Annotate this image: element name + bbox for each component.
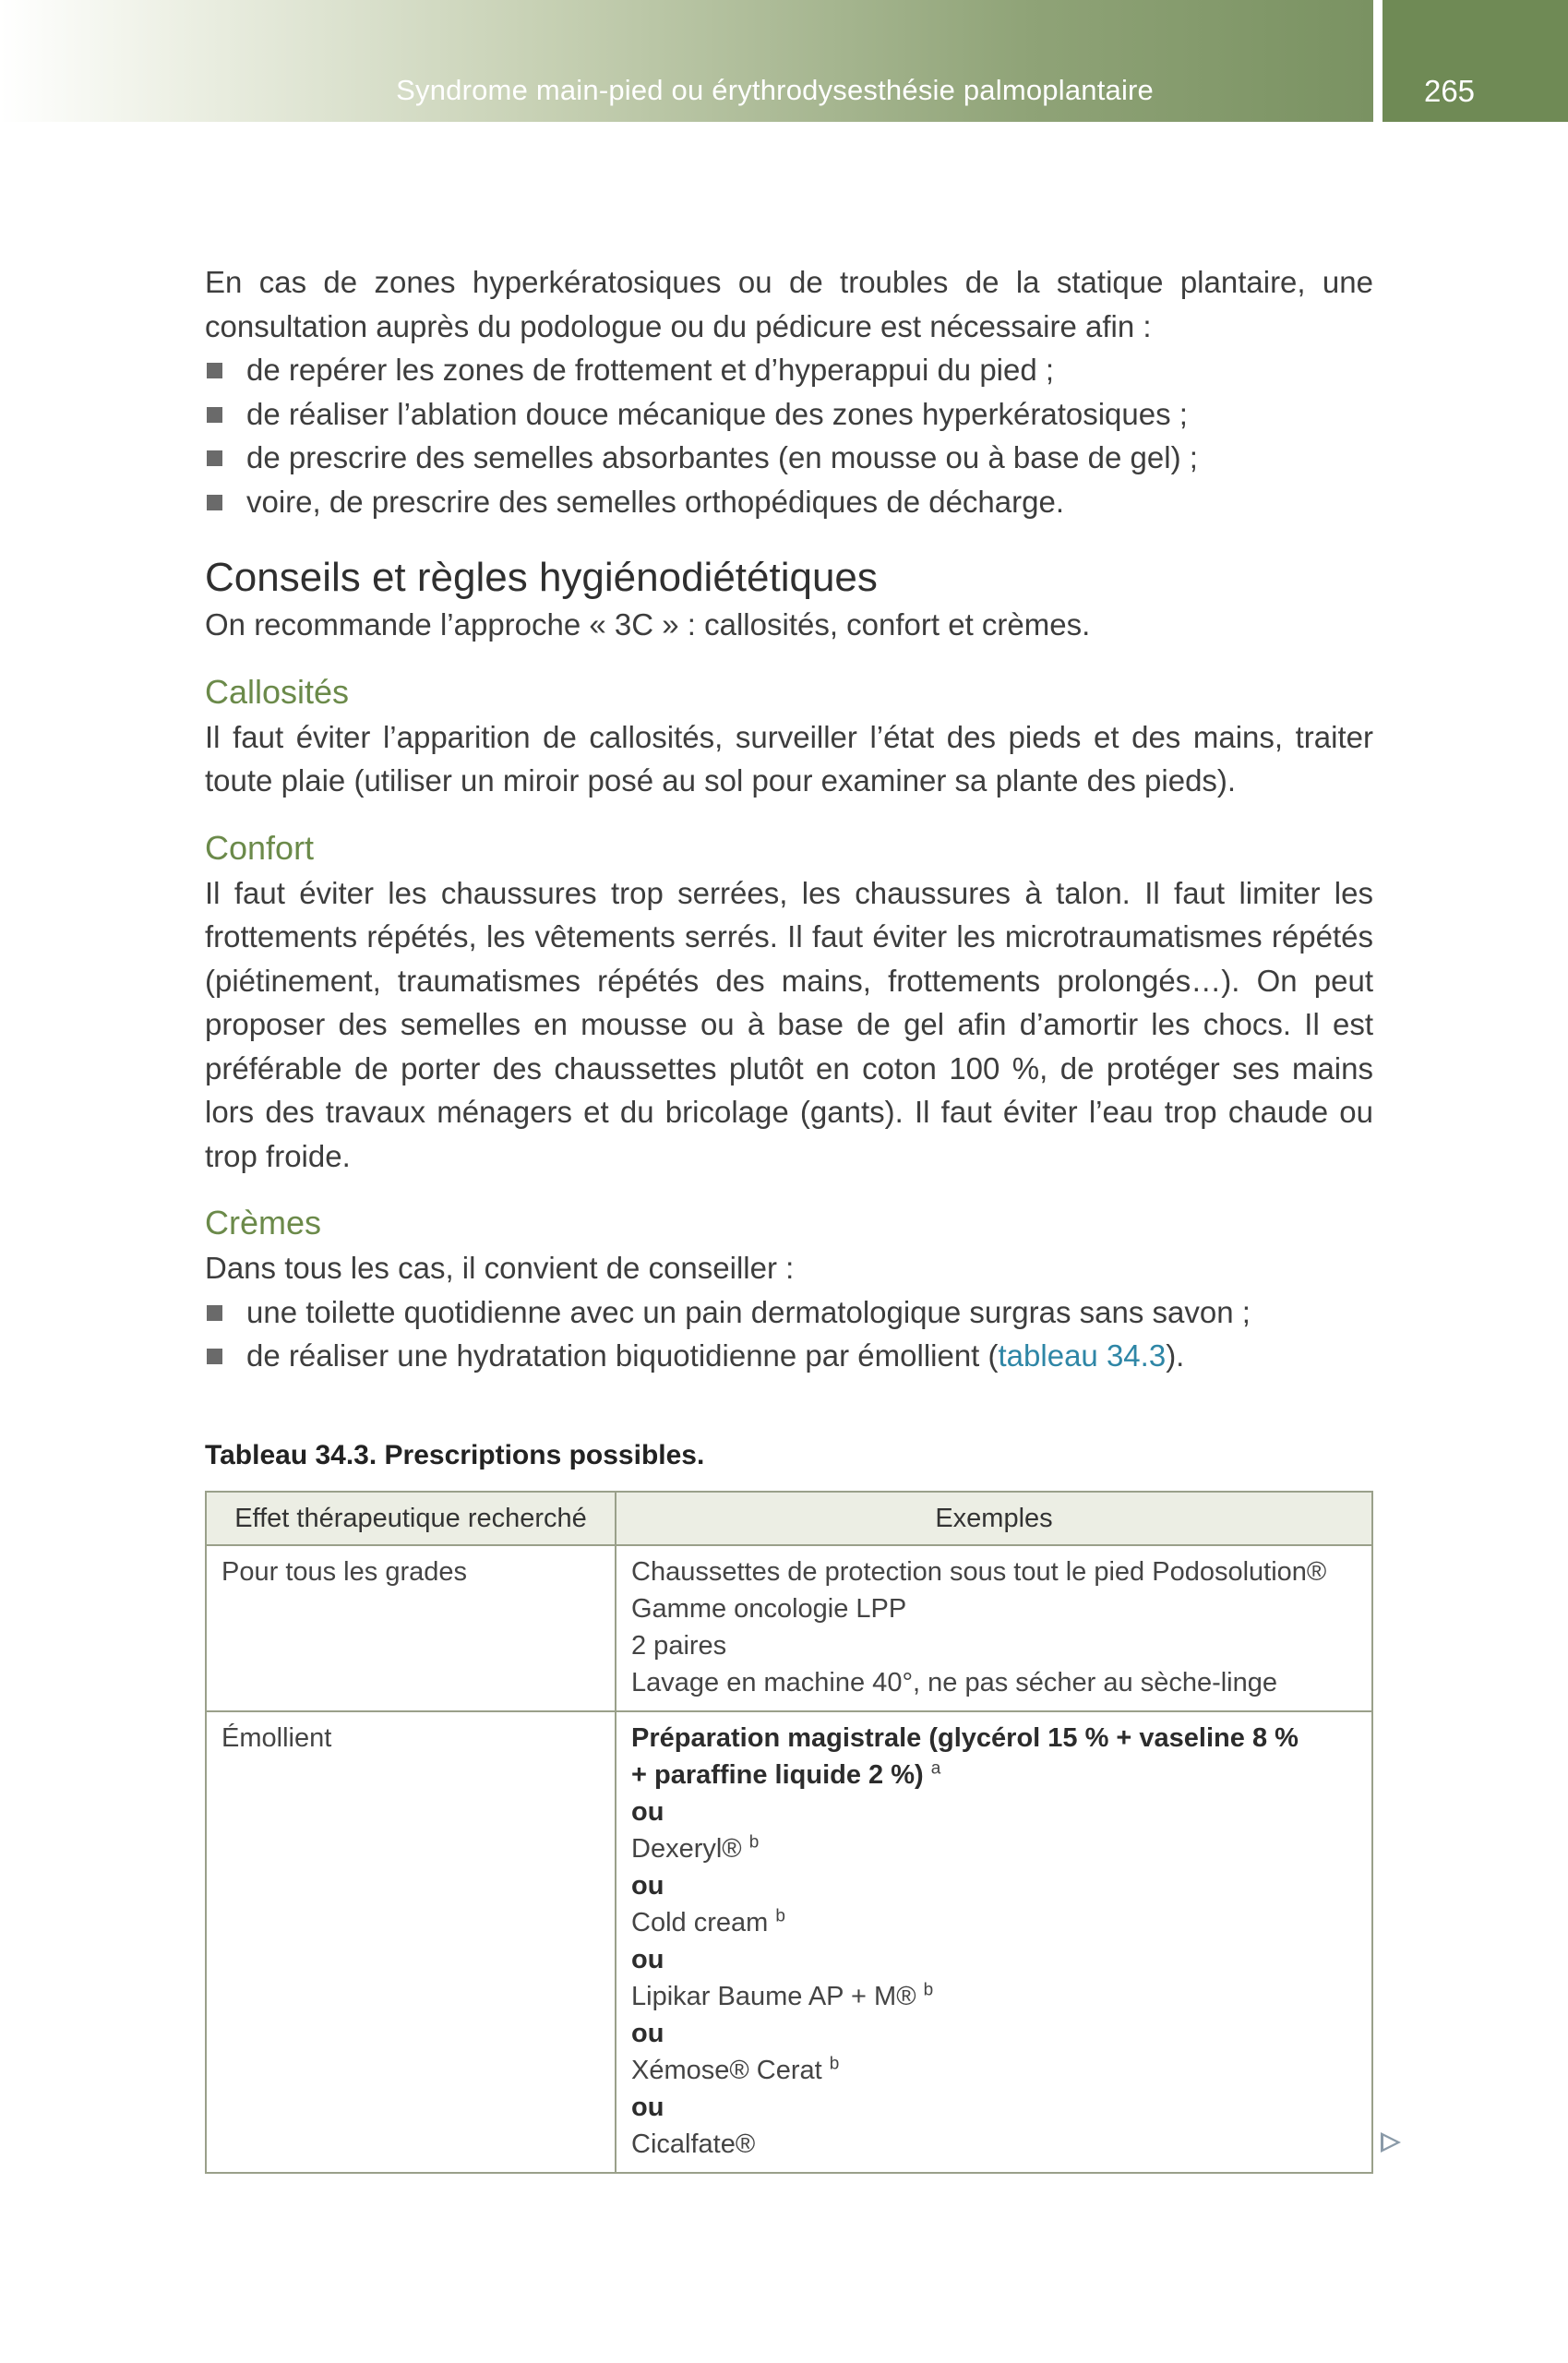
column-header-examples: Exemples: [616, 1492, 1372, 1545]
subsection-heading-cremes: Crèmes: [205, 1204, 322, 1241]
list-item: voire, de prescrire des semelles orthopédiques de décharge.: [205, 480, 1373, 524]
page-number: 265: [1423, 74, 1476, 108]
table-row: [206, 1545, 1372, 1711]
or-separator: ou: [631, 1796, 664, 1827]
magistral-preparation-line: + paraffine liquide 2 %) $^a$: [631, 1757, 941, 1790]
page-body: [205, 260, 1373, 2174]
footnote-marker: b: [829, 2053, 840, 2073]
table-row: [206, 1711, 1372, 2173]
footnote-marker: b: [775, 1905, 785, 1925]
page-number-box: [1382, 0, 1568, 122]
example-line: Gamme oncologie LPP: [631, 1593, 907, 1624]
magistral-preparation-line: Préparation magistrale (glycérol 15 % + vaseline 8 %: [631, 1722, 1299, 1753]
list-item: de prescrire des semelles absorbantes (en mousse ou à base de gel) ;: [205, 436, 1373, 480]
prescriptions-table: [205, 1491, 1373, 2174]
callosites-paragraph: Il faut éviter l’apparition de callosités, surveiller l’état des pieds et des mains, traiter toute plaie (utiliser un miroir posé au sol pour examiner sa plante des pieds).: [205, 719, 1373, 798]
table-reference-link[interactable]: tableau 34.3: [998, 1338, 1167, 1373]
product-line: Dexeryl® $^b$: [631, 1831, 760, 1864]
effect-cell: Pour tous les grades: [206, 1545, 616, 1711]
product-line: Cold cream $^b$: [631, 1905, 785, 1937]
footnote-marker: b: [923, 1979, 934, 1999]
example-line: 2 paires: [631, 1630, 727, 1661]
square-bullet-icon: [207, 363, 222, 378]
product-line: Xémose® Cerat $^b$: [631, 2053, 840, 2085]
footnote-marker: b: [748, 1831, 760, 1852]
list-item: de réaliser l’ablation douce mécanique des zones hyperkératosiques ;: [205, 392, 1373, 437]
square-bullet-icon: [207, 407, 222, 423]
or-separator: ou: [631, 2018, 664, 2048]
cremes-bullet-list: [205, 1290, 1373, 1378]
square-bullet-icon: [207, 1349, 222, 1364]
examples-cell: [616, 1545, 1372, 1711]
product-line: Lipikar Baume AP + M® $^b$: [631, 1979, 934, 2011]
intro-paragraph: En cas de zones hyperkératosiques ou de troubles de la statique plantaire, une consultation auprès du podologue ou du pédicure est nécessaire afin :: [205, 265, 1373, 343]
list-item: de réaliser une hydratation biquotidienne par émollient (tableau 34.3).: [205, 1334, 1373, 1378]
table-caption: Tableau 34.3. Prescriptions possibles.: [205, 1439, 705, 1470]
cremes-paragraph: Dans tous les cas, il convient de conseiller :: [205, 1251, 795, 1285]
example-line: Chaussettes de protection sous tout le pied Podosolution®: [631, 1556, 1327, 1587]
confort-paragraph: Il faut éviter les chaussures trop serrées, les chaussures à talon. Il faut limiter les frottements répétés, les vêtements serrés. Il faut éviter les microtraumatismes répétés (piétinement, traumatismes répétés des mains, frottements prolongés…). On peut proposer des semelles en mousse ou à base de gel afin d’amortir les chocs. Il est préférable de porter des chaussettes plutôt en coton 100 %, de protéger ses mains lors des travaux ménagers et du bricolage (gants). Il faut éviter l’eau trop chaude ou trop froide.: [205, 875, 1373, 1173]
intro-bullet-list: [205, 348, 1373, 523]
list-item: de repérer les zones de frottement et d’hyperappui du pied ;: [205, 348, 1373, 392]
examples-cell: [616, 1711, 1372, 2173]
product-line: Cicalfate®: [631, 2129, 756, 2159]
effect-cell: Émollient: [206, 1711, 616, 2173]
conseils-paragraph: On recommande l’approche « 3C » : callosités, confort et crèmes.: [205, 607, 1091, 642]
header-band: [0, 0, 1373, 122]
square-bullet-icon: [207, 450, 222, 466]
running-header-title: Syndrome main-pied ou érythrodysesthésie palmoplantaire: [396, 74, 1154, 106]
section-heading-conseils: Conseils et règles hygiénodiététiques: [205, 555, 878, 600]
or-separator: ou: [631, 2092, 664, 2122]
square-bullet-icon: [207, 495, 222, 510]
subsection-heading-callosites: Callosités: [205, 672, 350, 711]
column-header-effect: Effet thérapeutique recherché: [206, 1492, 616, 1545]
continue-arrow-icon: [1381, 2132, 1401, 2153]
or-separator: ou: [631, 1944, 664, 1974]
or-separator: ou: [631, 1870, 664, 1901]
subsection-heading-confort: Confort: [205, 828, 315, 867]
table-header-row: [206, 1492, 1372, 1545]
footnote-marker: a: [930, 1757, 941, 1778]
list-item: une toilette quotidienne avec un pain dermatologique surgras sans savon ;: [205, 1290, 1373, 1335]
square-bullet-icon: [207, 1305, 222, 1321]
example-line: Lavage en machine 40°, ne pas sécher au sèche-linge: [631, 1667, 1278, 1697]
